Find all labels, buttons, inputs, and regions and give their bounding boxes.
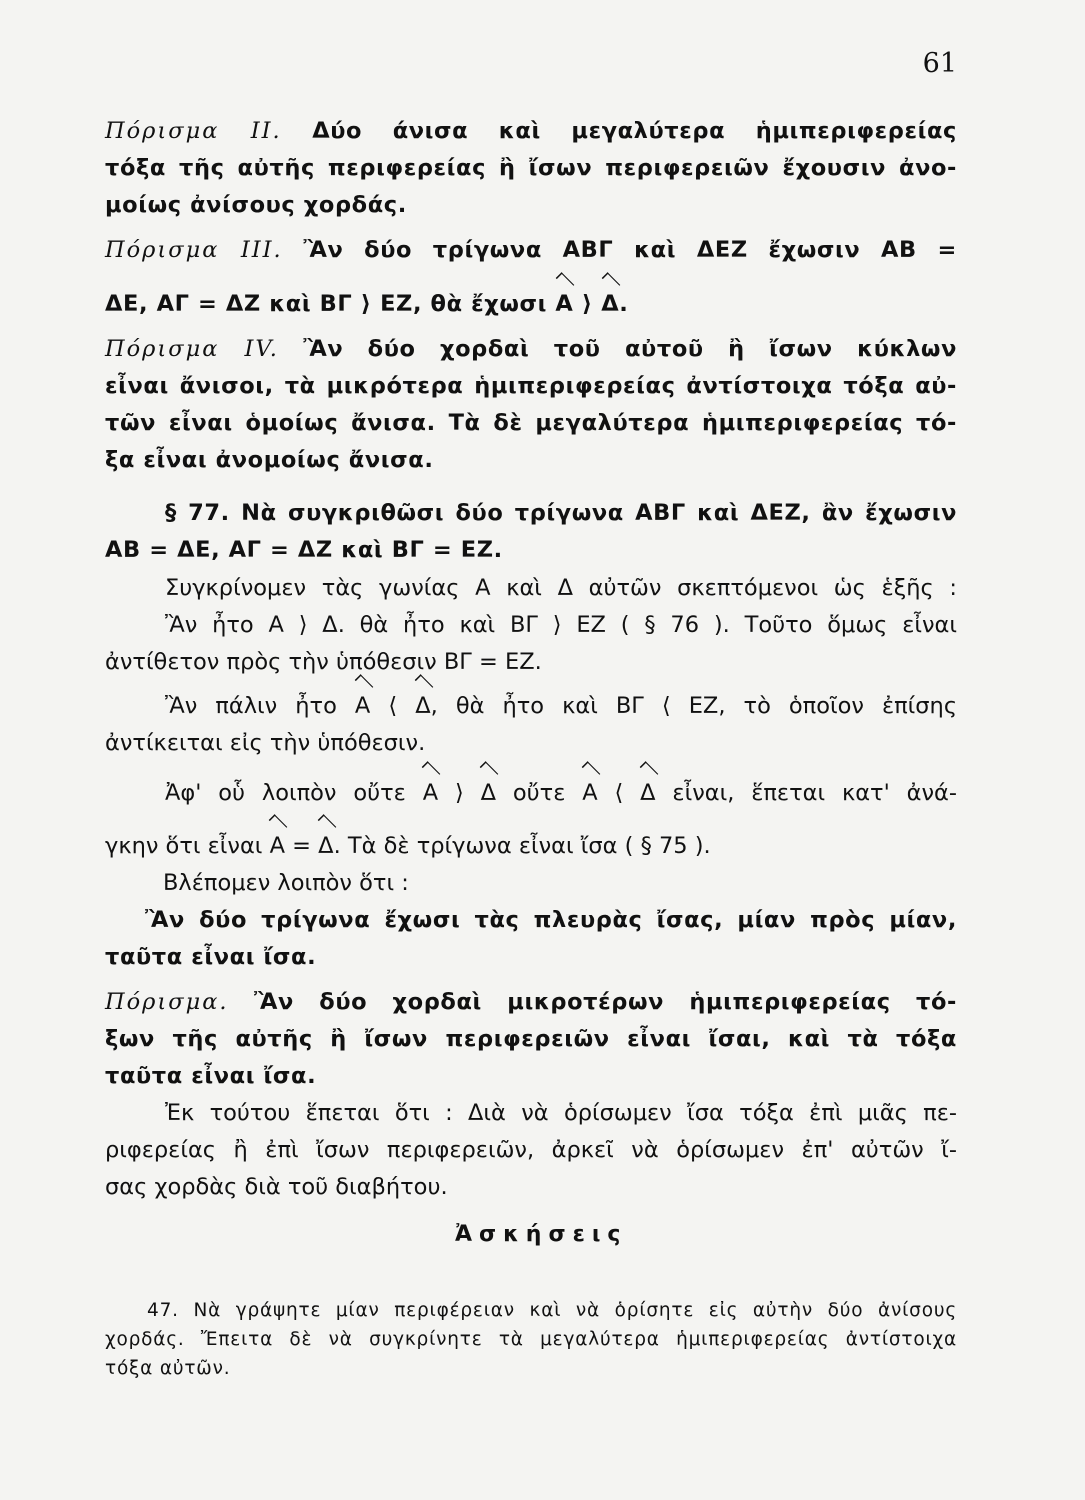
corollary-5: Πόρισμα. Ἂν δύο χορδαὶ μικροτέρων ἡμιπεριφερείας τό- ξων τῆς αὐτῆς ἢ ἴσων περιφερειῶν εἶναι ἴσαι, καὶ τὰ τόξα ταῦτα εἶναι ἴσα. Ἐκ τούτου ἕπεται ὅτι : Διὰ νὰ ὁρίσωμεν ἴσα τόξα ἐπὶ μιᾶς πε- ριφερείας ἢ ἐπὶ ἴσων περιφερειῶν, ἀρκεῖ νὰ ὁρίσωμεν ἐπ' αὐτῶν ἴ- σας χορδὰς διὰ τοῦ διαβήτου. (105, 989, 958, 1200)
proof-paragraph-2: Ἂν πάλιν ἦτο Α ⟨ Δ, θὰ ἦτο καὶ ΒΓ ⟨ ΕΖ, τὸ ὁποῖον ἐπίσης ἀντίκειται εἰς τὴν ὑπόθεσιν. (105, 688, 957, 762)
corollary-5-label: Πόρισμα. (105, 989, 229, 1015)
corollary-3: Πόρισμα ΙΙΙ. Ἂν δύο τρίγωνα ΑΒΓ καὶ ΔΕΖ ἔχωσιν ΑΒ = ΔΕ, ΑΓ = ΔΖ καὶ ΒΓ ⟩ ΕΖ, θὰ ἔχωσι Α ⟩ Δ. (105, 232, 957, 323)
page-number: 61 (922, 48, 957, 79)
corollary-4-label: Πόρισμα IV. (105, 336, 279, 362)
conclusion-block: Βλέπομεν λοιπὸν ὅτι : Ἂν δύο τρίγωνα ἔχωσι τὰς πλευρὰς ἴσας, μίαν πρὸς μίαν, ταῦτα εἶναι ἴσα. (105, 870, 957, 970)
exercise-47: 47. Νὰ γράψητε μίαν περιφέρειαν καὶ νὰ ὁρίσητε εἰς αὐτὴν δύο ἀνίσους χορδάς. Ἔπειτα δὲ νὰ συγκρίνητε τὰ μεγαλύτερα ἡμιπεριφερείας ἀντίστοιχα τόξα αὐτῶν. (105, 1300, 957, 1379)
corollary-4: Πόρισμα IV. Ἂν δύο χορδαὶ τοῦ αὐτοῦ ἢ ἴσων κύκλων εἶναι ἄνισοι, τὰ μικρότερα ἡμιπεριφερείας ἀντίστοιχα τόξα αὐ- τῶν εἶναι ὁμοίως ἄνισα. Τὰ δὲ μεγαλύτερα ἡμιπεριφερείας τό- ξα εἶναι ἀνομοίως ἄνισα. (105, 336, 957, 473)
corollary-2-label: Πόρισμα ΙΙ. (105, 118, 282, 144)
conclusion-statement: Ἂν δύο τρίγωνα ἔχωσι τὰς πλευρὰς ἴσας, μίαν πρὸς μίαν, (145, 907, 957, 933)
corollary-3-label: Πόρισμα ΙΙΙ. (105, 237, 283, 263)
angle-a: Α (555, 286, 573, 323)
corollary-2: Πόρισμα ΙΙ. Δύο άνισα καὶ μεγαλύτερα ἡμιπεριφερείας τόξα τῆς αὐτῆς περιφερείας ἢ ἴσων περιφερειῶν ἔχουσιν ἀνο- μοίως ἀνίσους χορδάς. (105, 118, 957, 218)
angle-d: Δ (601, 286, 619, 323)
proof-paragraph-3: Ἀφ' οὗ λοιπὸν οὔτε Α ⟩ Δ οὔτε Α ⟨ Δ εἶναι, ἕπεται κατ' ἀνά- γκην ὅτι εἶναι Α = Δ. Τὰ δὲ τρίγωνα εἶναι ἴσα ( § 75 ). (105, 775, 957, 865)
proof-paragraph-1: Συγκρίνομεν τὰς γωνίας Α καὶ Δ αὐτῶν σκεπτόμενοι ὡς ἑξῆς : Ἂν ἦτο Α ⟩ Δ. θὰ ἦτο καὶ ΒΓ ⟩ ΕΖ ( § 76 ). Τοῦτο ὅμως εἶναι ἀντίθετον πρὸς τὴν ὑπόθεσιν ΒΓ = ΕΖ. (105, 575, 957, 675)
section-77: § 77. Νὰ συγκριθῶσι δύο τρίγωνα ΑΒΓ καὶ ΔΕΖ, ἂν ἔχωσιν ΑΒ = ΔΕ, ΑΓ = ΔΖ καὶ ΒΓ = ΕΖ. (105, 500, 957, 563)
exercises-heading: Ἀσκήσεις (455, 1222, 628, 1247)
